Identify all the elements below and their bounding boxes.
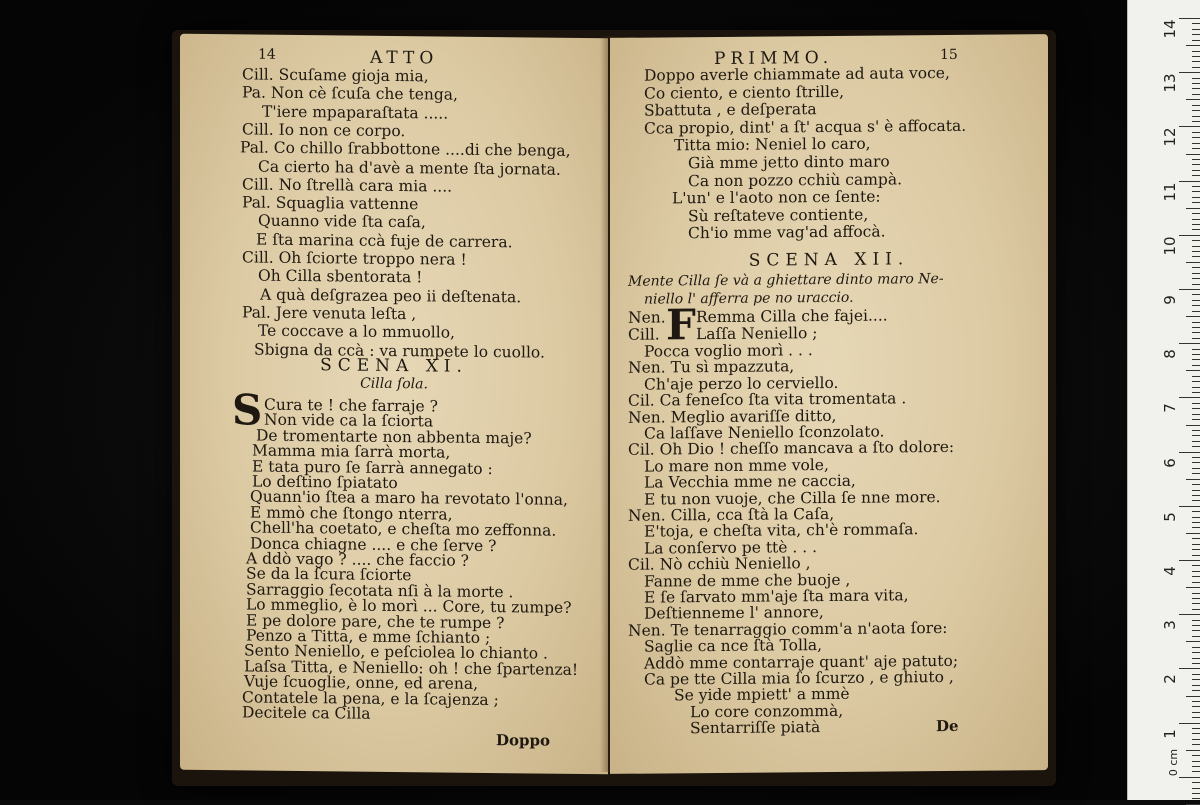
right-line-1: Doppo averle chiammate ad auta voce, — [644, 63, 950, 85]
ruler-tick — [1192, 788, 1200, 789]
ruler-tick — [1179, 72, 1200, 73]
ruler-tick — [1186, 587, 1200, 588]
ruler-tick — [1192, 387, 1200, 388]
ruler-tick — [1192, 679, 1200, 680]
left-verse-line-15: E pe dolore pare, che te rumpe ? — [246, 611, 505, 632]
ruler-tick — [1192, 446, 1200, 447]
ruler-tick — [1186, 208, 1200, 209]
right-verse-line-5: Ch'aje perzo lo cerviello. — [644, 373, 839, 394]
right-verse-line-9: Cil. Oh Dio ! cheſſo mancava a ſto dolore: — [628, 438, 955, 460]
ruler-tick — [1186, 370, 1200, 371]
right-verse-line-2: Cill. — [628, 325, 660, 344]
ruler-tick — [1192, 83, 1200, 84]
left-line-1: Cill. Scuſame gioja mia, — [242, 65, 429, 86]
right-page — [610, 34, 1048, 774]
right-catchword: De — [936, 716, 959, 736]
ruler-label: 7 — [1161, 403, 1179, 414]
ruler-tick — [1192, 685, 1200, 686]
left-line-4: Cill. Io non ce corpo. — [242, 120, 406, 141]
ruler-tick — [1192, 690, 1200, 691]
ruler-tick — [1192, 658, 1200, 659]
left-line-2: Pa. Non cè ſcuſa che tenga, — [242, 83, 458, 104]
ruler-label: 6 — [1161, 457, 1179, 468]
ruler-tick — [1179, 452, 1200, 453]
left-verse-line-9: Chell'ha coetato, e cheſta mo zeffonna. — [250, 518, 557, 540]
ruler-label: 5 — [1161, 512, 1179, 522]
right-verse-line-8: Ca laſſave Neniello ſconzolato. — [644, 422, 885, 443]
left-line-7: Cill. No ſtrellà cara mia .... — [242, 175, 453, 196]
ruler-tick — [1192, 365, 1200, 366]
ruler-tick — [1192, 571, 1200, 572]
scena-xii-title: SCENA XII. — [748, 249, 910, 271]
ruler-tick — [1192, 322, 1200, 323]
right-verse-line-25: Lo core conzommà, — [690, 701, 844, 722]
ruler-tick — [1192, 191, 1200, 192]
ruler-tick — [1192, 793, 1200, 794]
ruler-unit-label: 0 cm — [1166, 748, 1180, 777]
ruler-tick — [1192, 392, 1200, 393]
right-verse-line-16: Cil. Nò cchiù Neniello , — [628, 554, 811, 574]
ruler-tick — [1192, 408, 1200, 409]
ruler-tick — [1192, 609, 1200, 610]
ruler-label: 1 — [1161, 728, 1179, 739]
dropcap-line-1: Remma Cilla che fajei.... — [696, 306, 888, 327]
ruler-tick — [1192, 701, 1200, 702]
ruler-tick — [1192, 798, 1200, 799]
left-line-10: E ſta marina ccà fuje de carrera. — [256, 230, 513, 251]
ruler-tick — [1192, 61, 1200, 62]
ruler-tick — [1192, 143, 1200, 144]
right-verse-line-15: La conſervo pe ttè . . . — [644, 537, 818, 558]
ruler-tick — [1192, 419, 1200, 420]
ruler-tick — [1192, 148, 1200, 149]
ruler-tick — [1192, 67, 1200, 68]
ruler-tick — [1192, 468, 1200, 469]
right-line-8: L'un' e l'aoto non ce ſente: — [672, 187, 881, 208]
ruler-tick — [1192, 359, 1200, 360]
ruler-tick — [1192, 251, 1200, 252]
ruler-tick — [1192, 78, 1200, 79]
ruler-tick — [1179, 181, 1200, 182]
ruler-label: 2 — [1161, 674, 1179, 685]
ruler-tick — [1186, 696, 1200, 697]
right-verse-line-18: E ſe ſarvato mm'aje ſta mara vita, — [644, 586, 909, 607]
right-verse-line-17: Fanne de mme che buoje , — [644, 570, 851, 591]
ruler-tick — [1179, 668, 1200, 669]
ruler-tick — [1192, 121, 1200, 122]
ruler-tick — [1192, 625, 1200, 626]
ruler-tick — [1192, 457, 1200, 458]
ruler-tick — [1179, 343, 1200, 344]
ruler-tick — [1192, 511, 1200, 512]
ruler-tick — [1192, 332, 1200, 333]
left-verse-line-2: Non vide ca la ſciorta — [264, 411, 434, 431]
ruler-tick — [1192, 733, 1200, 734]
ruler-tick — [1192, 267, 1200, 268]
ruler-tick — [1192, 34, 1200, 35]
ruler-tick — [1192, 495, 1200, 496]
ruler-tick — [1192, 186, 1200, 187]
ruler-tick — [1179, 18, 1200, 19]
left-verse-line-18: Laſsa Titta, e Neniello: oh ! che ſpartenza! — [244, 657, 579, 679]
ruler-tick — [1192, 473, 1200, 474]
ruler-tick — [1192, 744, 1200, 745]
ruler-tick — [1192, 219, 1200, 220]
ruler-tick — [1192, 51, 1200, 52]
ruler-tick — [1192, 403, 1200, 404]
ruler-tick — [1192, 771, 1200, 772]
ruler-tick — [1192, 229, 1200, 230]
right-line-3: Sbattuta , e deſperata — [644, 100, 817, 120]
ruler-tick — [1192, 284, 1200, 285]
ruler-tick — [1192, 593, 1200, 594]
ruler-tick — [1192, 636, 1200, 637]
ruler-tick — [1192, 728, 1200, 729]
ruler-tick — [1192, 435, 1200, 436]
ruler-tick — [1192, 652, 1200, 653]
ruler-tick — [1192, 712, 1200, 713]
right-verse-line-7: Nen. Meglio avariſſe ditto, — [628, 406, 837, 427]
left-verse-line-19: Vuje ſcuoglie, onne, ed arena, — [244, 672, 479, 694]
left-verse-line-13: Sarraggio ſecotata nſi à la morte . — [246, 580, 514, 602]
dropcap-f: F — [666, 300, 696, 350]
ruler-tick — [1192, 240, 1200, 241]
ruler-label: 10 — [1161, 236, 1179, 256]
dropcap-s: S — [232, 385, 263, 435]
left-line-9: Quanno vide ſta caſa, — [258, 211, 426, 232]
ruler-tick — [1192, 549, 1200, 550]
ruler-tick — [1179, 397, 1200, 398]
ruler-tick — [1192, 170, 1200, 171]
left-line-3: T'iere mpaparaſtata ..... — [262, 102, 449, 123]
left-verse-line-14: Lo mmeglio, è lo morì ... Core, tu zumpe? — [246, 595, 572, 618]
ruler-tick — [1192, 576, 1200, 577]
ruler-tick — [1186, 533, 1200, 534]
ruler-tick — [1192, 706, 1200, 707]
left-verse-line-21: Decitele ca Cilla — [242, 703, 371, 723]
ruler-tick — [1192, 273, 1200, 274]
ruler-tick — [1192, 294, 1200, 295]
ruler-tick — [1179, 126, 1200, 127]
ruler-tick — [1192, 630, 1200, 631]
ruler-tick — [1192, 522, 1200, 523]
right-verse-line-4: Nen. Tu sì mpazzuta, — [628, 357, 795, 378]
ruler-tick — [1192, 256, 1200, 257]
left-line-13: A quà deſgrazea peo ii deſtenata. — [260, 285, 522, 306]
left-verse-line-7: Quann'io ſtea a maro ha revotato l'onna, — [250, 487, 568, 510]
ruler-tick — [1192, 527, 1200, 528]
ruler-tick — [1192, 202, 1200, 203]
ruler-tick — [1192, 110, 1200, 111]
left-verse-line-16: Penzo a Titta, e mme ſchianto ; — [246, 626, 491, 648]
ruler-tick — [1186, 154, 1200, 155]
ruler-tick — [1192, 598, 1200, 599]
ruler-tick — [1192, 224, 1200, 225]
ruler-tick — [1192, 766, 1200, 767]
left-line-14: Pal. Jere venuta leſta , — [242, 303, 417, 324]
ruler-tick — [1192, 441, 1200, 442]
right-verse-line-24: Se yide mpiett' a mmè — [674, 685, 850, 705]
left-catchword: Doppo — [496, 731, 550, 750]
ruler-tick — [1192, 663, 1200, 664]
measuring-ruler — [1127, 0, 1200, 800]
right-running-header: PRIMMO. — [714, 47, 834, 70]
left-verse-line-10: Donca chiagne .... e che ſerve ? — [250, 534, 497, 555]
right-line-2: Co ciento, e ciento ſtrille, — [644, 82, 845, 103]
ruler-tick — [1192, 105, 1200, 106]
ruler-tick — [1192, 603, 1200, 604]
ruler-tick — [1192, 354, 1200, 355]
ruler-tick — [1192, 376, 1200, 377]
ruler-tick — [1179, 235, 1200, 236]
ruler-tick — [1192, 197, 1200, 198]
ruler-tick — [1192, 782, 1200, 783]
left-page — [180, 34, 608, 774]
left-verse-line-11: A ddò vago ? .... che faccio ? — [246, 549, 469, 570]
ruler-tick — [1192, 305, 1200, 306]
right-page-number: 15 — [940, 46, 958, 64]
ruler-tick — [1192, 517, 1200, 518]
dropcap-line-2: Laſſa Neniello ; — [696, 324, 818, 344]
ruler-tick — [1179, 506, 1200, 507]
ruler-tick — [1192, 213, 1200, 214]
right-verse-line-19: Deſtienneme l' annore, — [644, 603, 824, 624]
ruler-tick — [1186, 316, 1200, 317]
ruler-tick — [1186, 262, 1200, 263]
left-line-12: Oh Cilla sbentorata ! — [258, 266, 423, 287]
ruler-tick — [1179, 614, 1200, 615]
ruler-tick — [1192, 29, 1200, 30]
ruler-label: 11 — [1161, 182, 1179, 202]
ruler-tick — [1192, 116, 1200, 117]
right-line-6: Già mme jetto dinto maro — [688, 152, 890, 173]
ruler-tick — [1192, 538, 1200, 539]
stage-direction-line-1: Mente Cilla ſe và a ghiettare dinto maro Ne- — [628, 271, 944, 290]
right-line-4: Cca propio, dint' a ſt' acqua s' è affocata. — [644, 116, 967, 138]
right-verse-line-20: Nen. Te tenarraggio comm'a n'aota ſore: — [628, 618, 948, 640]
ruler-tick — [1192, 555, 1200, 556]
right-verse-line-26: Sentarriſſe piatà — [690, 718, 821, 738]
ruler-tick — [1192, 132, 1200, 133]
ruler-tick — [1192, 23, 1200, 24]
right-verse-line-13: Nen. Cilla, cca ſtà la Caſa, — [628, 504, 835, 525]
left-verse-line-6: Lo deſtino ſpiatato — [252, 472, 398, 493]
left-verse-line-1: Cura te ! che farraje ? — [264, 395, 438, 416]
right-line-10: Ch'io mme vag'ad affocà. — [688, 222, 886, 243]
right-verse-line-14: E'toja, e cheſta vita, ch'è rommaſa. — [644, 520, 919, 542]
left-line-16: Sbigna da ccà : va rumpete lo cuollo. — [254, 340, 545, 362]
ruler-label: 9 — [1161, 295, 1179, 305]
ruler-tick — [1192, 246, 1200, 247]
ruler-tick — [1192, 349, 1200, 350]
ruler-tick — [1192, 56, 1200, 57]
ruler-tick — [1186, 45, 1200, 46]
ruler-tick — [1192, 674, 1200, 675]
ruler-label: 12 — [1161, 127, 1179, 147]
right-verse-line-11: La Vecchia mme ne caccia, — [644, 471, 856, 492]
ruler-label: 8 — [1161, 349, 1179, 359]
ruler-tick — [1192, 739, 1200, 740]
ruler-tick — [1186, 425, 1200, 426]
ruler-tick — [1192, 338, 1200, 339]
ruler-tick — [1192, 717, 1200, 718]
ruler-label: 13 — [1161, 73, 1179, 93]
right-verse-line-22: Addò mme contarraje quant' aje patuto; — [644, 651, 959, 673]
ruler-tick — [1192, 500, 1200, 501]
right-line-7: Ca non pozzo cchiù campà. — [688, 169, 903, 190]
left-line-5: Pal. Co chillo ſrabbottone ....di che benga, — [240, 138, 571, 161]
left-running-header: ATTO — [370, 47, 439, 69]
right-verse-line-23: Ca pe tte Cilla mia ſo ſcurzo , e ghiuto , — [644, 667, 954, 689]
ruler-tick — [1192, 544, 1200, 545]
ruler-tick — [1192, 484, 1200, 485]
ruler-label: 3 — [1161, 620, 1179, 630]
ruler-tick — [1192, 381, 1200, 382]
ruler-tick — [1186, 99, 1200, 100]
ruler-tick — [1192, 582, 1200, 583]
ruler-tick — [1192, 647, 1200, 648]
left-line-11: Cill. Oh ſciorte troppo nera ! — [242, 248, 467, 269]
left-verse-line-4: Mamma mia ſarrà morta, — [252, 441, 451, 462]
ruler-tick — [1179, 723, 1200, 724]
ruler-label: 14 — [1161, 19, 1179, 39]
left-verse-line-12: Se da la ſcura ſciorte — [246, 564, 412, 585]
left-verse-line-5: E tata puro ſe ſarrà annegato : — [252, 457, 493, 478]
ruler-tick — [1192, 565, 1200, 566]
right-verse-line-10: Lo mare non mme vole, — [644, 455, 829, 476]
ruler-tick — [1192, 94, 1200, 95]
ruler-tick — [1192, 40, 1200, 41]
ruler-tick — [1192, 88, 1200, 89]
ruler-tick — [1192, 327, 1200, 328]
ruler-tick — [1192, 300, 1200, 301]
left-verse-line-8: E mmò che ſtongo nterra, — [250, 503, 453, 524]
left-page-number: 14 — [258, 46, 276, 63]
right-line-9: Sù reſtateve contiente, — [688, 205, 869, 226]
right-line-5: Titta mio: Neniel lo caro, — [674, 135, 871, 155]
ruler-tick — [1179, 560, 1200, 561]
left-line-15: Te coccave a lo mmuollo, — [258, 321, 455, 342]
left-verse-line-3: De tromentarte non abbenta maje? — [256, 426, 532, 448]
ruler-tick — [1192, 278, 1200, 279]
ruler-tick — [1192, 137, 1200, 138]
left-verse-line-20: Contatele la pena, e la ſcajenza ; — [242, 688, 499, 709]
right-verse-line-6: Cil. Ca feneſco ſta vita tromentata . — [628, 389, 907, 410]
right-verse-line-3: Pocca voglio morì . . . — [644, 341, 813, 361]
left-verse-line-17: Sento Neniello, e peſciolea lo chianto . — [244, 641, 548, 664]
ruler-tick — [1192, 164, 1200, 165]
ruler-tick — [1192, 175, 1200, 176]
ruler-tick — [1192, 430, 1200, 431]
ruler-tick — [1192, 414, 1200, 415]
ruler-tick — [1192, 761, 1200, 762]
left-line-8: Pal. Squaglia vattenne — [242, 193, 419, 214]
scena-xi-subtitle: Cilla ſola. — [360, 375, 428, 393]
right-verse-line-1: Nen. — [628, 308, 666, 327]
ruler-tick — [1192, 620, 1200, 621]
ruler-tick — [1192, 311, 1200, 312]
ruler-tick — [1179, 289, 1200, 290]
ruler-tick — [1192, 490, 1200, 491]
ruler-tick — [1186, 479, 1200, 480]
ruler-tick — [1192, 462, 1200, 463]
left-line-6: Ca cierto ha d'avè a mente ſta jornata. — [258, 157, 561, 179]
ruler-tick — [1192, 159, 1200, 160]
ruler-tick — [1179, 777, 1200, 778]
stage-direction-line-2: niello l' afferra pe no uraccio. — [644, 289, 854, 308]
ruler-tick — [1186, 641, 1200, 642]
right-verse-line-21: Saglie ca nce ſtà Tolla, — [644, 636, 823, 656]
ruler-label: 4 — [1161, 566, 1179, 576]
ruler-tick — [1186, 750, 1200, 751]
ruler-tick — [1192, 755, 1200, 756]
right-verse-line-12: E tu non vuoje, che Cilla ſe nne more. — [644, 487, 941, 509]
scena-xi-title: SCENA XI. — [320, 355, 468, 377]
